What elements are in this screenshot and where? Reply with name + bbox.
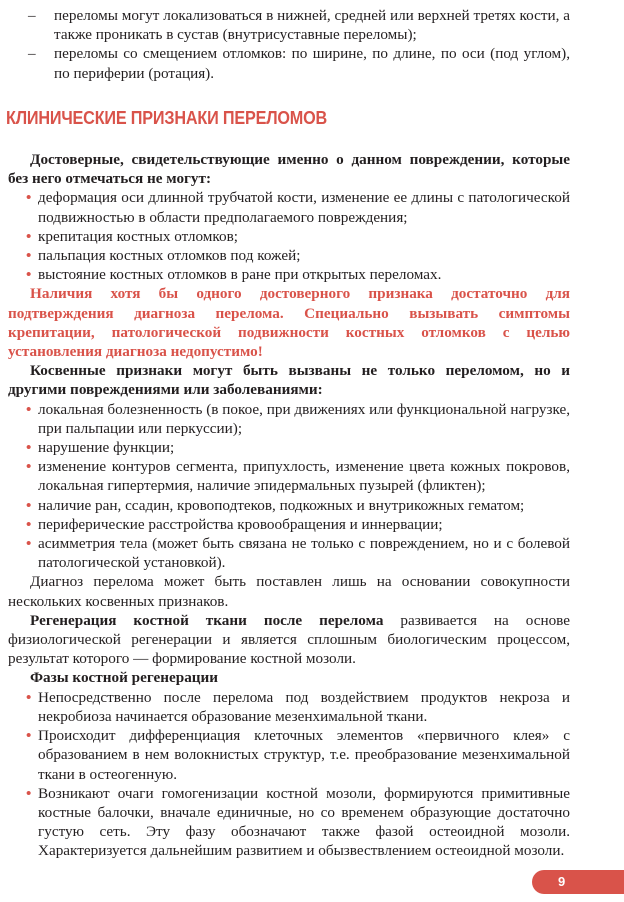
bullet-icon: • [26,496,32,514]
list-item: • Возникают очаги гомогенизации костной мозоли, формируются примитивные костные балочки, вначале единичные, но со временем образующие достаточно густую сеть. Эту фазу обозначают также фазой остеоидной мозоли. Характеризуется дальнейшим развитием и обызвествлением остеоидной мозоли. [26,784,570,860]
list-item: – переломы могут локализоваться в нижней, средней или верхней третях кости, а также проникать в сустав (внутрисуставные переломы); [24,6,570,44]
list-item: • выстояние костных отломков в ране при открытых переломах. [26,266,442,284]
regeneration-term: Регенерация костной ткани после перелома [30,611,384,629]
reliable-signs-lead: Достоверные, свидетельствующие именно о данном повреждении, которые без него отмечаться не могут: [8,151,570,188]
list-item: • Происходит дифференциация клеточных элементов «первичного клея» с образованием в нем волокнистых структур, т.е. преобразование мезенхимальной ткани в остеогенную. [26,727,570,783]
bullet-icon: • [26,227,32,245]
bullet-icon: • [26,189,32,207]
list-item: • периферические расстройства кровообращения и иннервации; [26,515,443,533]
page-number-tab [532,870,624,894]
bullet-icon: • [26,458,32,476]
regeneration-paragraph [8,611,570,669]
warning-note: Наличия хотя бы одного достоверного признака достаточно для подтверждения диагноза перелома. Специально вызывать симптомы крепитации, патологической подвижности костных отломков с целью установления диагноза недопустимо! [8,285,570,361]
fracture-types-list [24,6,570,83]
list-item: • асимметрия тела (может быть связана не только с повреждением, но и с болевой патологической установкой). [26,535,570,572]
list-item: • деформация оси длинной трубчатой кости, изменение ее длины с патологической подвижностью в области предполагаемого повреждения; [26,189,570,226]
bullet-icon: • [26,688,32,706]
indirect-signs-lead: Косвенные признаки могут быть вызваны не только переломом, но и другими повреждениями или заболеваниями: [8,362,570,399]
bullet-icon: • [26,784,32,802]
list-item: • наличие ран, ссадин, кровоподтеков, подкожных и внутрикожных гематом; [26,496,525,514]
bullet-icon: • [26,727,32,745]
bullet-icon: • [26,247,32,265]
list-item: • Непосредственно после перелома под воздействием продуктов некроза и некробиоза начинается образование мезенхимальной ткани. [26,688,570,725]
section-heading: КЛИНИЧЕСКИЕ ПРИЗНАКИ ПЕРЕЛОМОВ [6,108,328,128]
bullet-icon: • [26,515,32,533]
bullet-icon: • [26,535,32,553]
page-number: 9 [558,874,566,889]
bullet-icon: • [26,400,32,418]
list-item: • локальная болезненность (в покое, при движениях или функциональной нагрузке, при пальпации или перкуссии); [26,400,570,437]
list-item: – переломы со смещением отломков: по ширине, по длине, по оси (под углом), по периферии (ротация). [24,44,570,82]
regeneration-text: развивается на основе физиологической регенерации и является сплошным биологическим процессом, результат которого — формирование костной мозоли. [8,611,570,668]
list-item: • крепитация костных отломков; [26,227,238,245]
list-item: • пальпация костных отломков под кожей; [26,247,301,265]
list-item: • изменение контуров сегмента, припухлость, изменение цвета кожных покровов, локальная гипертермия, наличие эпидермальных пузырей (фликтен); [26,458,570,495]
bullet-icon: • [26,266,32,284]
phases-title: Фазы костной регенерации [30,669,219,687]
section-body [8,150,570,861]
bullet-icon: • [26,439,32,457]
list-item: • нарушение функции; [26,439,175,457]
diagnosis-note: Диагноз перелома может быть поставлен лишь на основании совокупности нескольких косвенных признаков. [8,573,570,610]
